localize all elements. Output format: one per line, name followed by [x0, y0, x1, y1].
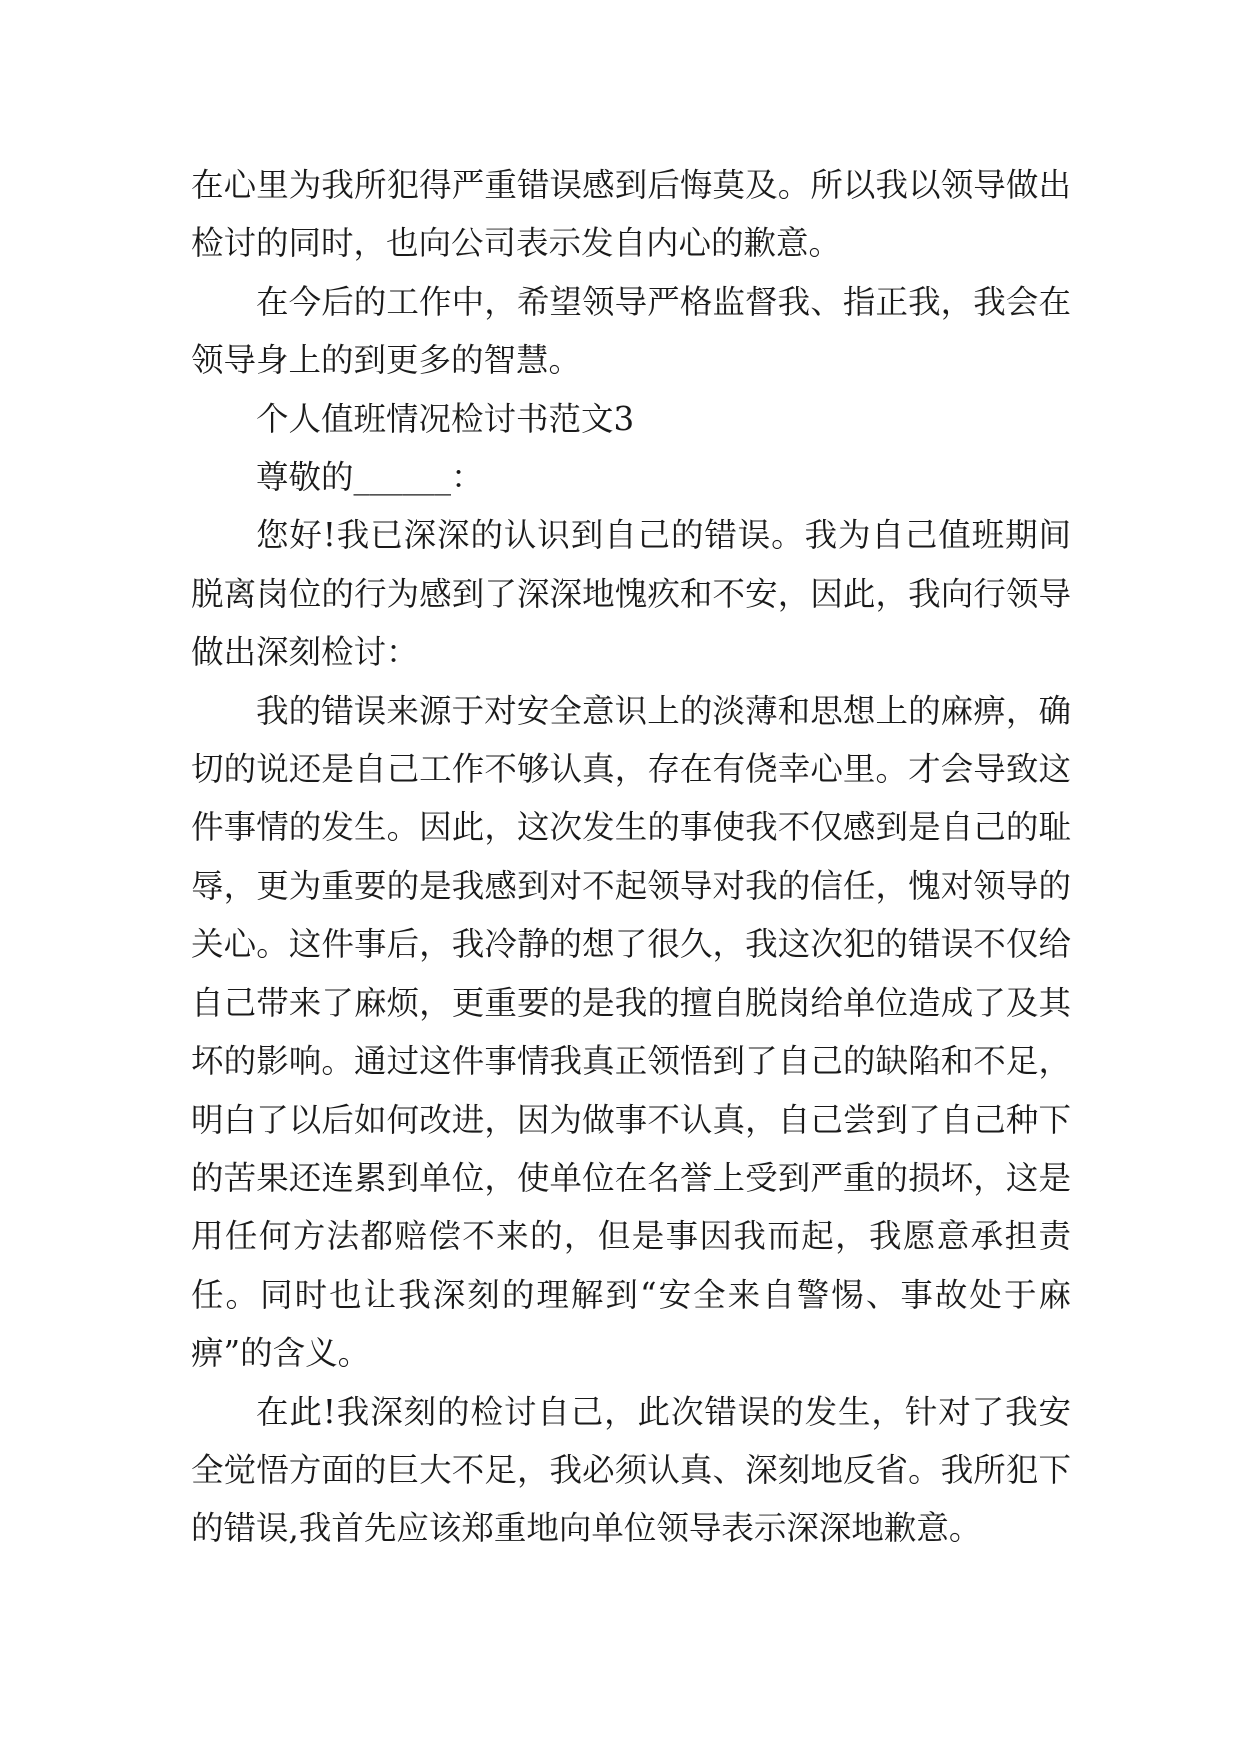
- paragraph-error-source: 我的错误来源于对安全意识上的淡薄和思想上的麻痹，确切的说还是自己工作不够认真，存在有侥幸心里。才会导致这件事情的发生。因此，这次发生的事使我不仅感到是自己的耻辱，更为重要的是我感到对不起领导对我的信任，愧对领导的关心。这件事后，我冷静的想了很久，我这次犯的错误不仅给自己带来了麻烦，更重要的是我的擅自脱岗给单位造成了及其坏的影响。通过这件事情我真正领悟到了自己的缺陷和不足，明白了以后如何改进，因为做事不认真，自己尝到了自己种下的苦果还连累到单位，使单位在名誉上受到严重的损坏，这是用任何方法都赔偿不来的，但是事因我而起，我愿意承担责任。同时也让我深刻的理解到“安全来自警惕、事故处于麻痹”的含义。: [191, 691, 1071, 1373]
- section-heading: 个人值班情况检讨书范文3: [256, 399, 635, 438]
- document-body: [191, 156, 1071, 1558]
- paragraph-greeting: 您好!我已深深的认识到自己的错误。我为自己值班期间脱离岗位的行为感到了深深地愧疚和不安，因此，我向行领导做出深刻检讨：: [191, 516, 1071, 672]
- paragraph-future-supervision: 在今后的工作中，希望领导严格监督我、指正我，我会在领导身上的到更多的智慧。: [191, 282, 1071, 380]
- paragraph-self-review: 在此!我深刻的检讨自己，此次错误的发生，针对了我安全觉悟方面的巨大不足，我必须认真、深刻地反省。我所犯下的错误,我首先应该郑重地向单位领导表示深深地歉意。: [191, 1392, 1071, 1548]
- paragraph-apology-continuation: 在心里为我所犯得严重错误感到后悔莫及。所以我以领导做出检讨的同时，也向公司表示发自内心的歉意。: [191, 166, 1071, 263]
- salutation: 尊敬的______：: [256, 458, 484, 497]
